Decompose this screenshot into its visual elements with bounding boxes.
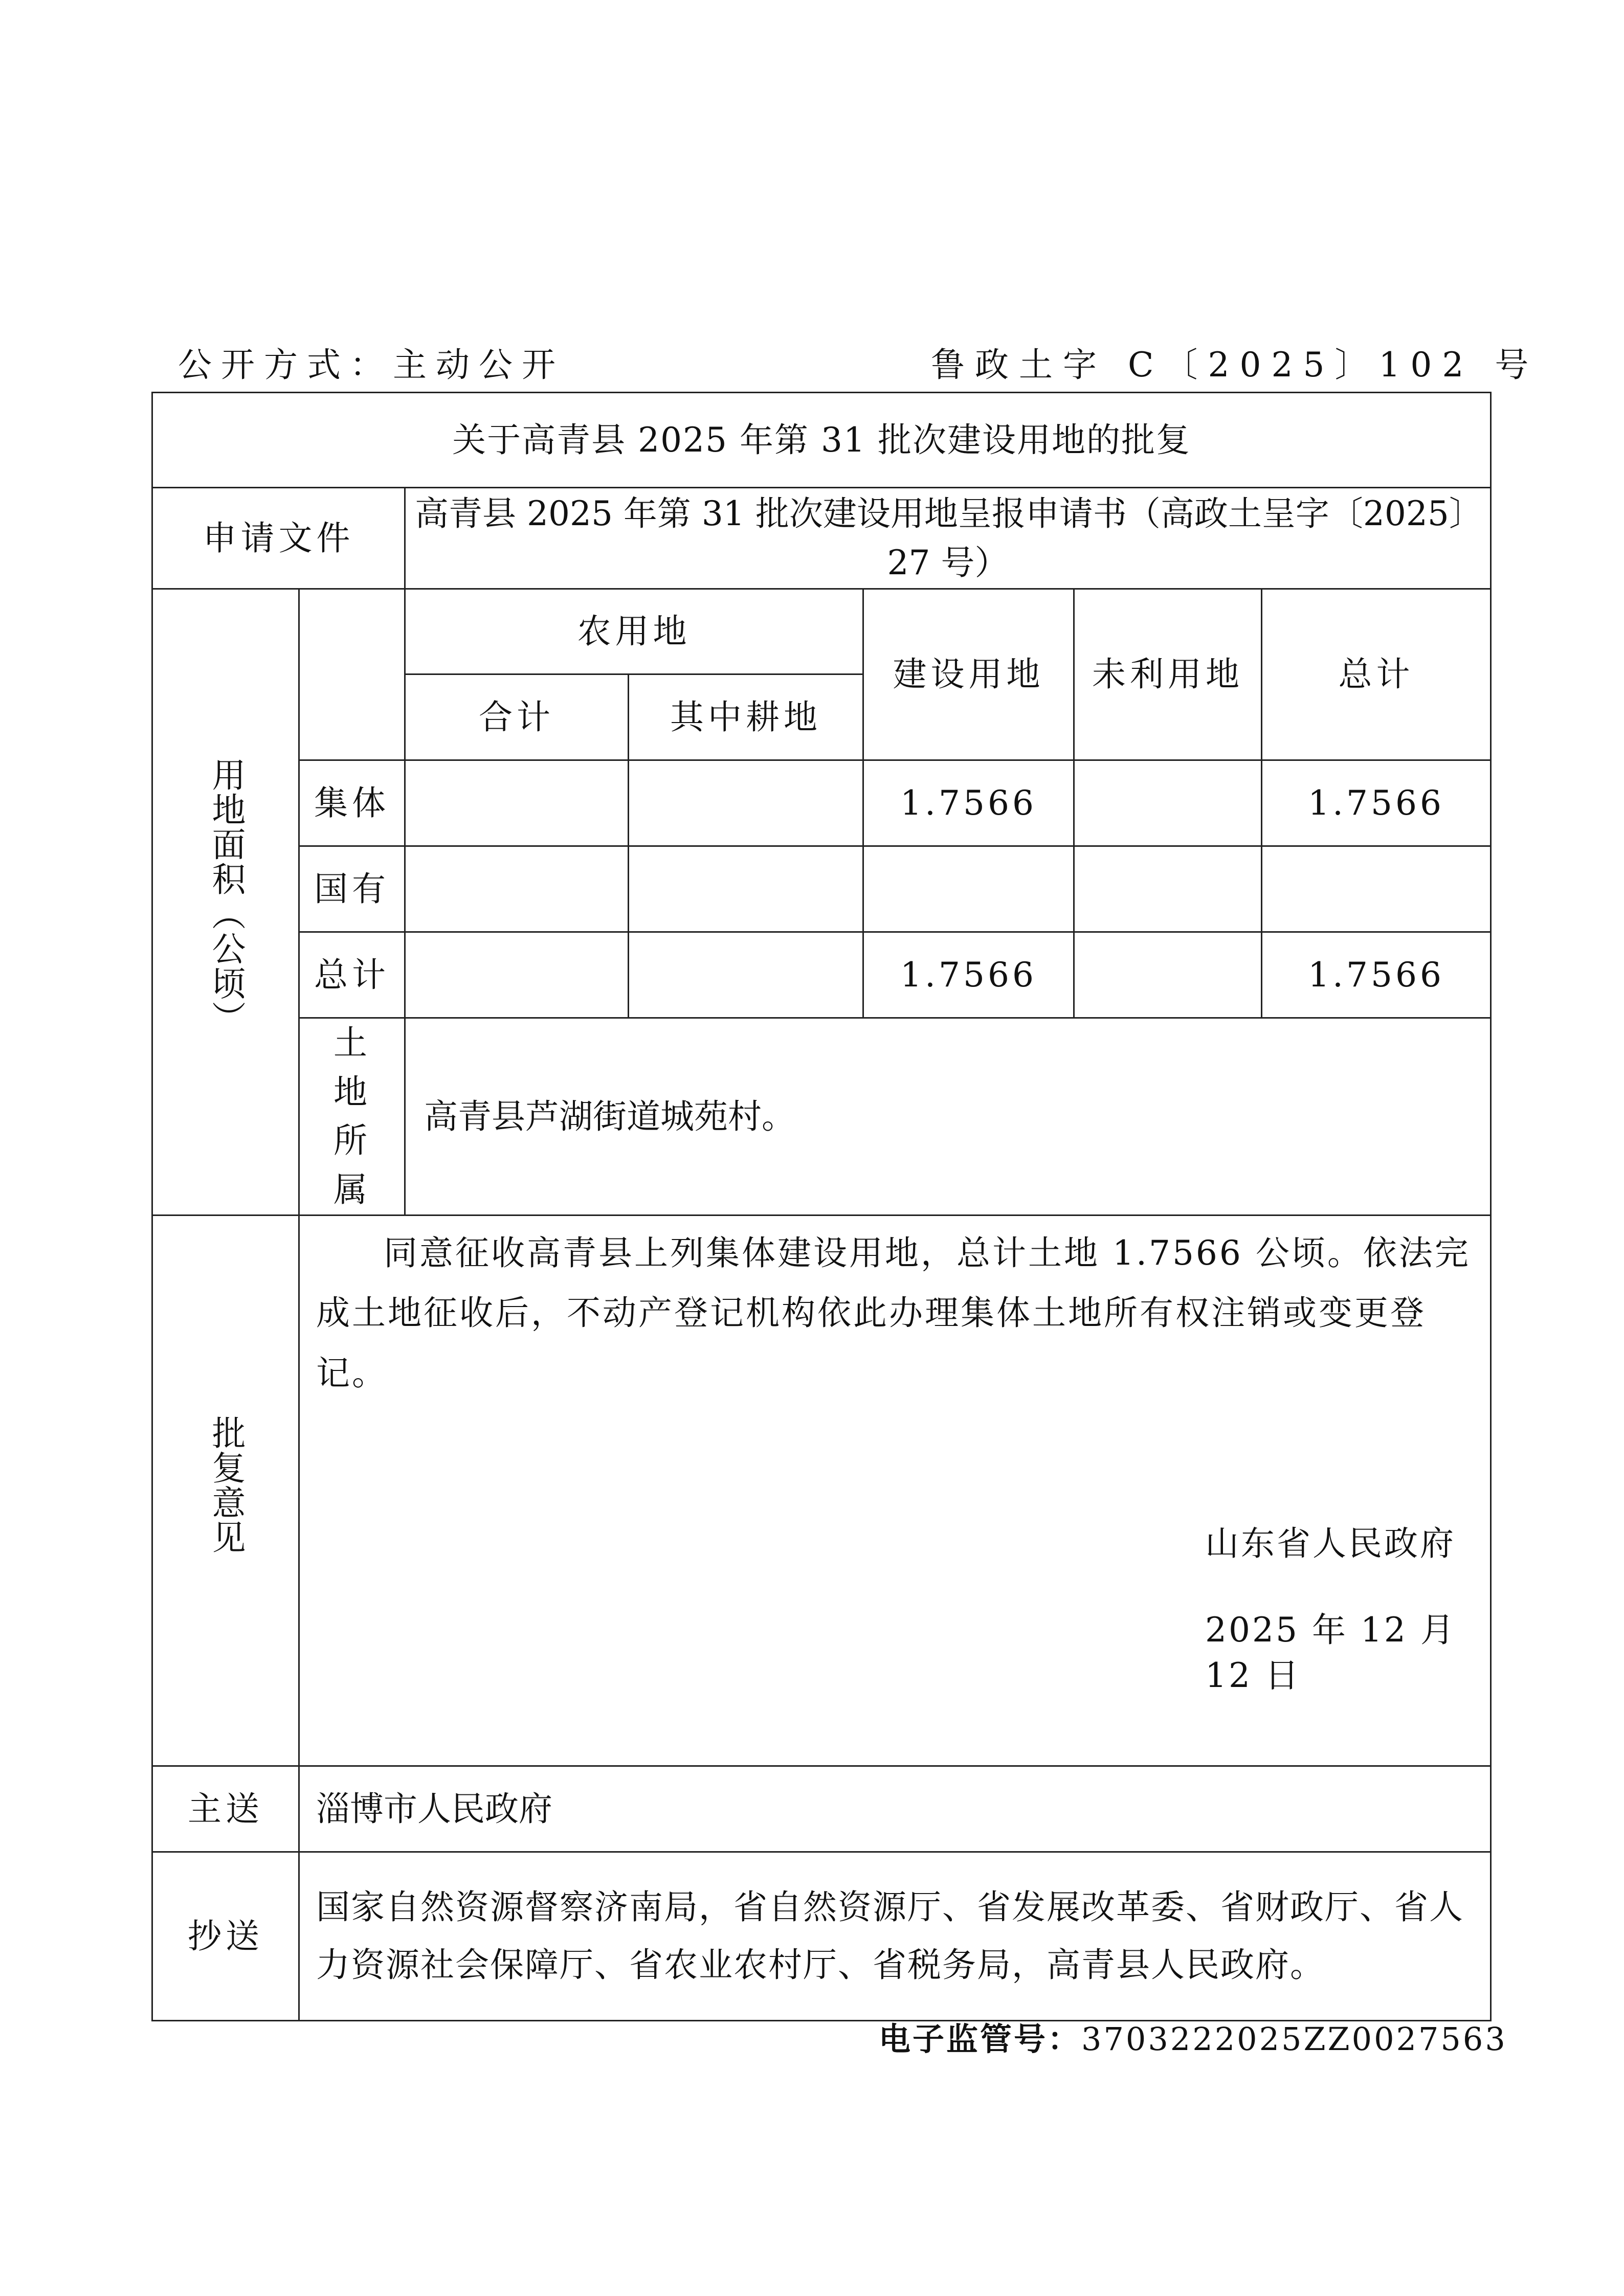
cell-construction: 1.7566: [863, 932, 1074, 1018]
cell-total: [1262, 846, 1491, 932]
opinion-cell: [299, 1215, 1491, 1766]
row-label-total: 总计: [299, 932, 405, 1018]
row-label-state: 国有: [299, 846, 405, 932]
row-label-collective: 集体: [299, 760, 405, 846]
cell-unused: [1074, 760, 1262, 846]
col-subtotal: 合计: [405, 674, 629, 760]
col-construction: 建设用地: [863, 589, 1074, 760]
table-row: [152, 932, 1491, 1018]
cell-subtotal: [405, 932, 629, 1018]
table-row: [152, 760, 1491, 846]
cell-unused: [1074, 846, 1262, 932]
application-document-line2: 27 号）: [887, 543, 1009, 582]
header-blank-cell: [299, 589, 405, 760]
cc-label: 抄送: [152, 1852, 299, 2020]
main-recipient: 淄博市人民政府: [299, 1766, 1491, 1852]
cell-subtotal: [405, 760, 629, 846]
cell-construction: [863, 846, 1074, 932]
area-section-label-cell: [152, 589, 299, 1215]
ownership-value: 高青县芦湖街道城苑村。: [405, 1018, 1491, 1215]
form-title: 关于高青县 2025 年第 31 批次建设用地的批复: [152, 393, 1491, 488]
col-agricultural: 农用地: [405, 589, 863, 674]
supervision-code: [879, 2014, 1507, 2059]
ownership-label: 土地所属: [333, 1023, 370, 1210]
ownership-label-cell: [299, 1018, 405, 1215]
cell-cultivated: [629, 760, 863, 846]
table-row: [152, 846, 1491, 932]
issue-date: 2025 年 12 月 12 日: [1205, 1610, 1456, 1696]
col-unused: 未利用地: [1074, 589, 1262, 760]
cell-unused: [1074, 932, 1262, 1018]
cell-construction: 1.7566: [863, 760, 1074, 846]
opinion-label: 批复意见: [206, 1415, 246, 1555]
main-recipient-label: 主送: [152, 1766, 299, 1852]
cc-cell: [299, 1852, 1491, 2020]
opinion-label-cell: [152, 1215, 299, 1766]
document-number: 鲁政土字 C〔2025〕102 号: [931, 345, 1539, 385]
cell-subtotal: [405, 846, 629, 932]
cell-cultivated: [629, 932, 863, 1018]
supervision-code-value: 3703222025ZZ0027563: [1081, 2020, 1507, 2058]
col-cultivated: 其中耕地: [629, 674, 863, 760]
supervision-code-label: 电子监管号：: [879, 2020, 1082, 2058]
cell-total: 1.7566: [1262, 932, 1491, 1018]
cc-recipients: 国家自然资源督察济南局，省自然资源厅、省发展改革委、省财政厅、省人力资源社会保障厅、省农业农村厅、省税务局，高青县人民政府。: [316, 1887, 1464, 1985]
application-document: [405, 488, 1491, 589]
application-label: 申请文件: [152, 488, 405, 589]
disclosure-method: 公开方式：主动公开: [178, 345, 565, 385]
col-total: 总计: [1262, 589, 1491, 760]
area-section-label: 用地面积（公顷）: [206, 757, 246, 1036]
application-document-line1: 高青县 2025 年第 31 批次建设用地呈报申请书（高政土呈字〔2025〕: [415, 493, 1483, 533]
opinion-text: 同意征收高青县上列集体建设用地，总计土地 1.7566 公顷。依法完成土地征收后，不动产登记机构依此办理集体土地所有权注销或变更登记。: [316, 1233, 1471, 1393]
approval-form-table: [151, 392, 1492, 2021]
issuer-signature: 山东省人民政府: [1205, 1524, 1456, 1564]
cell-total: 1.7566: [1262, 760, 1491, 846]
cell-cultivated: [629, 846, 863, 932]
